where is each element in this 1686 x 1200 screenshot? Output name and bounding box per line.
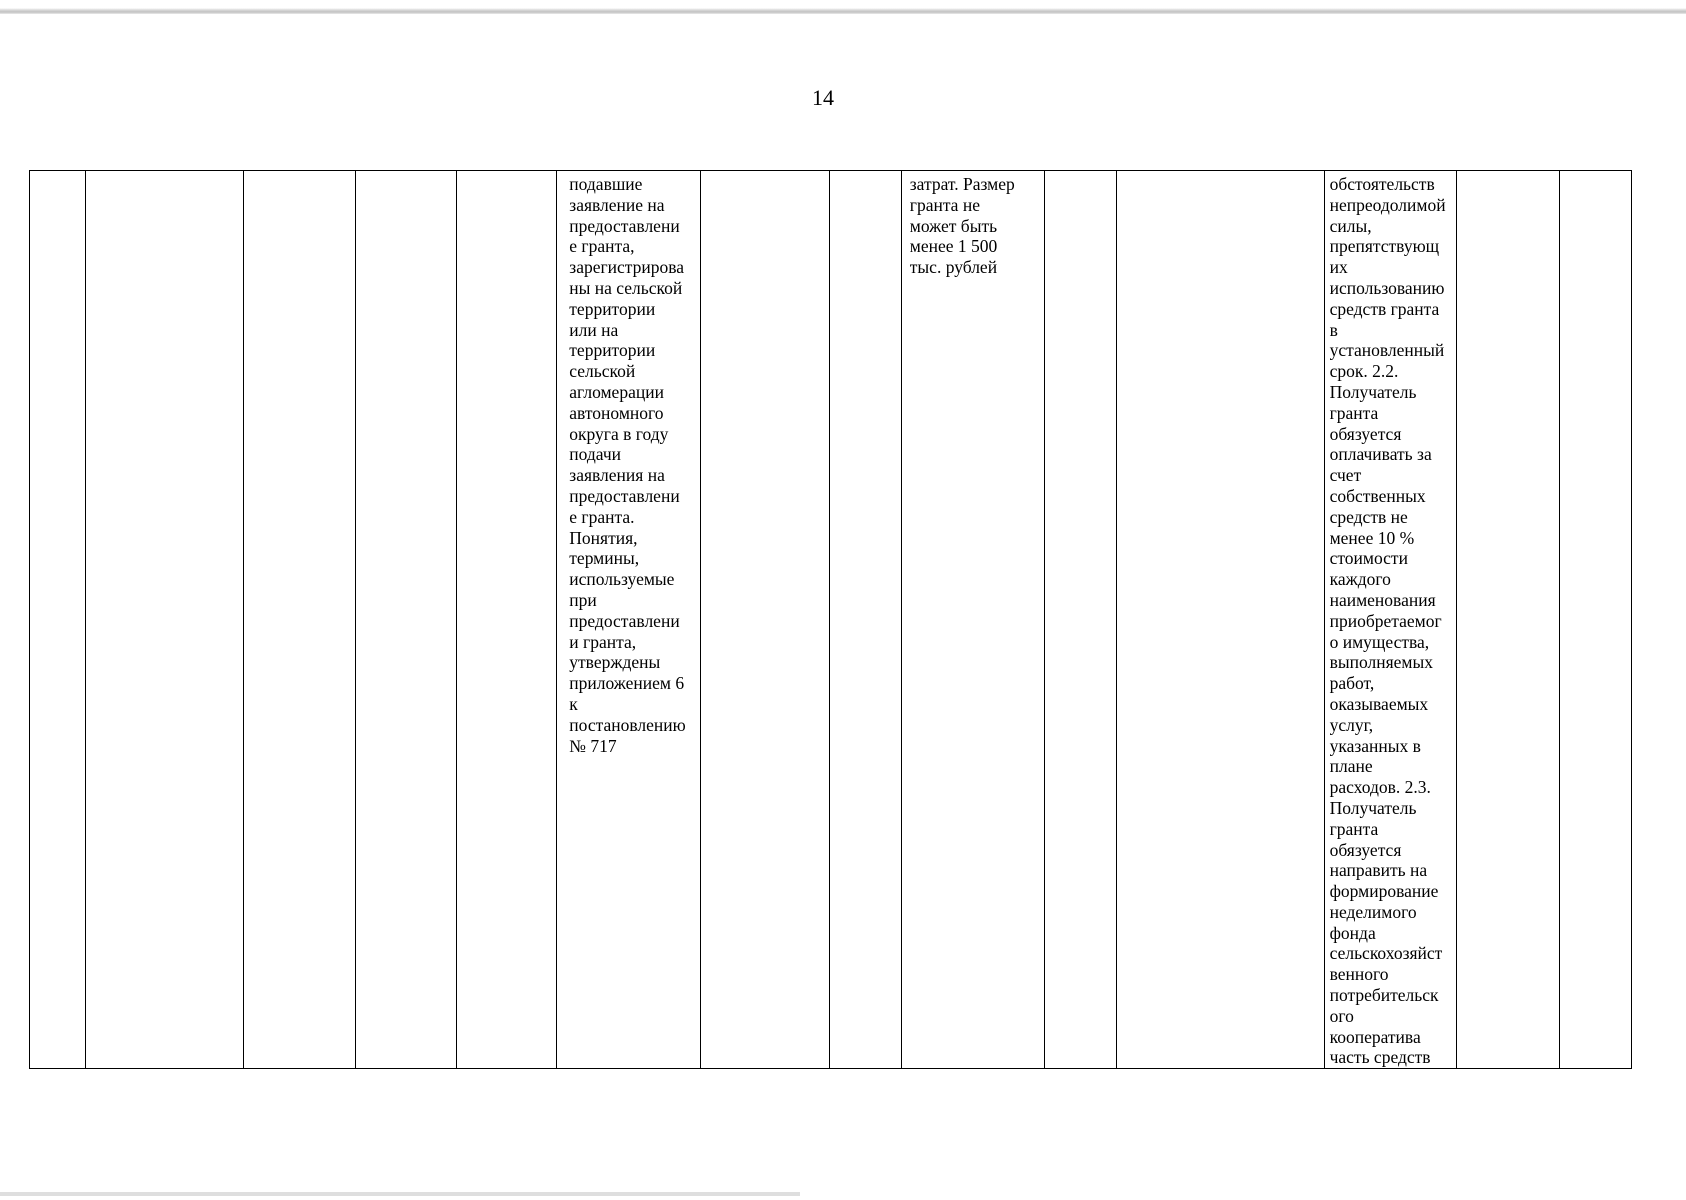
table-cell-14 (1559, 171, 1631, 1069)
table-cell-9: затрат. Размер гранта не может быть менее 1 500 тыс. рублей (901, 171, 1045, 1069)
scan-edge-bottom (0, 1192, 800, 1196)
table-cell-4 (356, 171, 456, 1069)
table-cell-12: обстоятельств непреодолимой силы, препятствующ их использованию средств гранта в установленный срок. 2.2. Получатель гранта обязуется оплачивать за счет собственных средств не менее 10 % стоимости каждого наименования приобретаемог о имущества, выполняемых работ, оказываемых услуг, указанных в плане расходов. 2.3. Получатель гранта обязуется направить на формирование неделимого фонда сельскохозяйст венного потребительск ого кооператива часть средств (1324, 171, 1457, 1069)
table-cell-3 (243, 171, 355, 1069)
table-cell-5 (456, 171, 556, 1069)
document-table-wrapper (29, 170, 1632, 1066)
table-cell-7 (700, 171, 830, 1069)
table-cell-13 (1457, 171, 1559, 1069)
table-cell-1 (30, 171, 86, 1069)
table-cell-8 (830, 171, 901, 1069)
table-cell-2 (86, 171, 244, 1069)
table-cell-6: подавшие заявление на предоставлени е гранта, зарегистрирова ны на сельской территории или на территории сельской агломерации автономного округа в году подачи заявления на предоставлени е гранта. Понятия, термины, используемые при предоставлени и гранта, утверждены приложением 6 к постановлению № 717 (557, 171, 701, 1069)
table-cell-10 (1045, 171, 1116, 1069)
table-cell-11 (1116, 171, 1324, 1069)
page-number: 14 (812, 85, 834, 110)
scan-edge-top (0, 0, 1686, 14)
table-row (30, 171, 1632, 1069)
document-table (29, 170, 1632, 1069)
